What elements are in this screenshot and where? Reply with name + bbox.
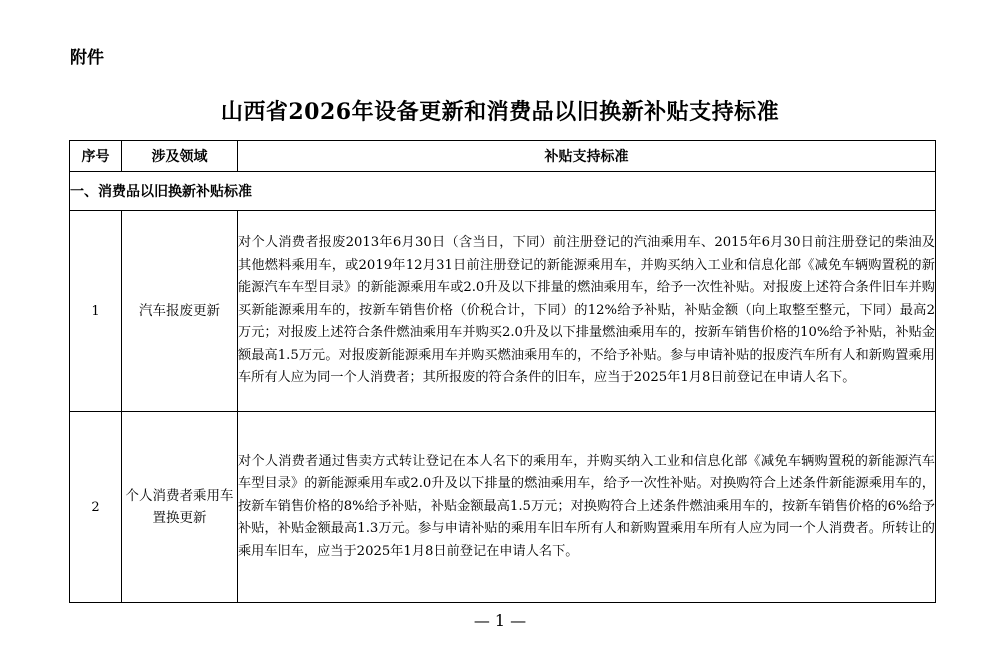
row-field: 个人消费者乘用车置换更新 [122,412,238,603]
table-header-row [70,141,936,172]
header-field: 涉及领域 [122,141,238,172]
header-seq: 序号 [70,141,122,172]
attachment-label: 附件 [70,48,104,68]
table-row [70,412,936,603]
section-row [70,172,936,211]
table-row [70,211,936,412]
row-seq: 1 [70,211,122,412]
header-standard: 补贴支持标准 [238,141,936,172]
row-field: 汽车报废更新 [122,211,238,412]
row-seq: 2 [70,412,122,603]
subsidy-standards-table [69,140,936,603]
document-title: 山西省2026年设备更新和消费品以旧换新补贴支持标准 [220,99,780,125]
page-number: — 1 — [473,611,527,630]
section-title: 一、消费品以旧换新补贴标准 [70,172,936,211]
row-standard: 对个人消费者通过售卖方式转让登记在本人名下的乘用车，并购买纳入工业和信息化部《减免车辆购置税的新能源汽车车型目录》的新能源乘用车或2.0升及以下排量的燃油乘用车，给予一次性补贴。对换购符合上述条件新能源乘用车的，按新车销售价格的8%给予补贴，补贴金额最高1.5万元；对换购符合上述条件燃油乘用车的，按新车销售价格的6%给予补贴，补贴金额最高1.3万元。参与申请补贴的乘用车旧车所有人和新购置乘用车所有人应为同一个人消费者。所转让的乘用车旧车，应当于2025年1月8日前登记在申请人名下。 [238,412,936,603]
row-standard: 对个人消费者报废2013年6月30日（含当日，下同）前注册登记的汽油乘用车、2015年6月30日前注册登记的柴油及其他燃料乘用车，或2019年12月31日前注册登记的新能源乘用车，并购买纳入工业和信息化部《减免车辆购置税的新能源汽车车型目录》的新能源乘用车或2.0升及以下排量的燃油乘用车，给予一次性补贴。对报废上述符合条件旧车并购买新能源乘用车的，按新车销售价格（价税合计，下同）的12%给予补贴，补贴金额（向上取整至整元，下同）最高2万元；对报废上述符合条件燃油乘用车并购买2.0升及以下排量燃油乘用车的，按新车销售价格的10%给予补贴，补贴金额最高1.5万元。对报废新能源乘用车并购买燃油乘用车的，不给予补贴。参与申请补贴的报废汽车所有人和新购置乘用车所有人应为同一个人消费者；其所报废的符合条件的旧车，应当于2025年1月8日前登记在申请人名下。 [238,211,936,412]
